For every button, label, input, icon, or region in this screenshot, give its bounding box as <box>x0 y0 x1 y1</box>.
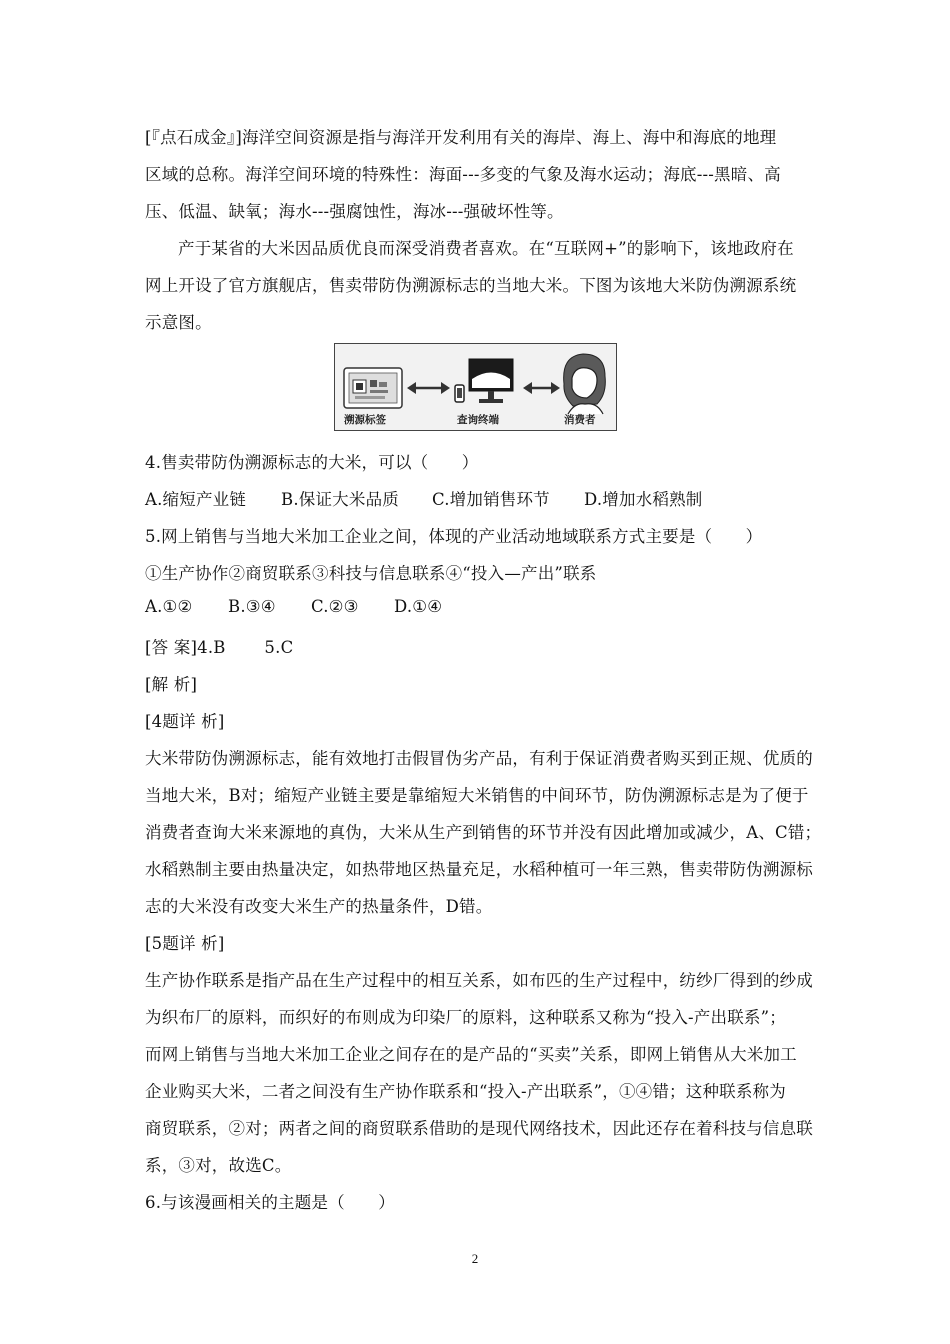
q5-options <box>145 597 442 616</box>
q4-option-c: C.增加销售环节 <box>432 490 550 509</box>
intro-line-2: 区域的总称。海洋空间环境的特殊性：海面---多变的气象及海水运动；海底---黑暗、高 <box>145 165 781 184</box>
q4-option-a: A.缩短产业链 <box>145 490 247 509</box>
q4-detail-heading: [4题详 析] <box>145 712 225 731</box>
double-arrow-icon <box>407 382 450 394</box>
q5-option-a: A.①② <box>145 597 193 616</box>
q5-stem: 5.网上销售与当地大米加工企业之间，体现的产业活动地域联系方式主要是（ ） <box>145 527 763 546</box>
q5-detail-line-6: 系，③对，故选C。 <box>145 1156 292 1175</box>
q6-stem: 6.与该漫画相关的主题是（ ） <box>145 1193 395 1212</box>
q5-option-b: B.③④ <box>228 597 276 616</box>
q4-detail-line-2: 当地大米，B对；缩短产业链主要是靠缩短大米销售的中间环节，防伪溯源标志是为了便于 <box>145 786 809 805</box>
q4-detail-line-5: 志的大米没有改变大米生产的热量条件，D错。 <box>145 897 493 916</box>
q5-detail-line-1: 生产协作联系是指产品在生产过程中的相互关系，如布匹的生产过程中，纺纱厂得到的纱成 <box>145 971 813 990</box>
traceability-figure <box>334 343 617 431</box>
q4-option-b: B.保证大米品质 <box>281 490 399 509</box>
q4-options <box>145 486 703 510</box>
q4-option-d: D.增加水稻熟制 <box>584 490 703 509</box>
passage-line-3: 示意图。 <box>145 313 212 332</box>
q4-detail-line-4: 水稻熟制主要由热量决定，如热带地区热量充足，水稻种植可一年三熟，售卖带防伪溯源标 <box>145 860 813 879</box>
passage-line-2: 网上开设了官方旗舰店，售卖带防伪溯源标志的当地大米。下图为该地大米防伪溯源系统 <box>145 276 797 295</box>
q4-detail-line-1: 大米带防伪溯源标志，能有效地打击假冒伪劣产品，有利于保证消费者购买到正规、优质的 <box>145 749 813 768</box>
caption-query-terminal: 查询终端 <box>457 414 499 426</box>
phone-icon <box>455 385 464 402</box>
q5-option-d: D.①④ <box>394 597 443 616</box>
trace-tag-icon <box>344 368 402 408</box>
monitor-icon <box>469 359 513 403</box>
q5-option-c: C.②③ <box>311 597 359 616</box>
passage-line-1: 产于某省的大米因品质优良而深受消费者喜欢。在“互联网+”的影响下，该地政府在 <box>178 239 794 258</box>
q4-detail-line-3: 消费者查询大米来源地的真伪，大米从生产到销售的环节并没有因此增加或减少，A、C错； <box>145 823 822 842</box>
intro-line-3: 压、低温、缺氧；海水---强腐蚀性，海冰---强破坏性等。 <box>145 202 564 221</box>
caption-consumer: 消费者 <box>564 414 596 426</box>
page-number: 2 <box>471 1251 479 1266</box>
q5-detail-line-4: 企业购买大米，二者之间没有生产协作联系和“投入-产出联系”，①④错；这种联系称为 <box>145 1082 786 1101</box>
q5-detail-heading: [5题详 析] <box>145 934 225 953</box>
double-arrow-icon <box>523 382 560 394</box>
analysis-heading: [解 析] <box>145 675 198 694</box>
q5-detail-line-2: 为织布厂的原料，而织好的布则成为印染厂的原料，这种联系又称为“投入-产出联系”； <box>145 1008 786 1027</box>
consumer-icon <box>564 354 606 414</box>
caption-trace-tag: 溯源标签 <box>344 414 386 426</box>
q5-items: ①生产协作②商贸联系③科技与信息联系④“投入—产出”联系 <box>145 564 597 583</box>
q4-stem: 4.售卖带防伪溯源标志的大米，可以（ ） <box>145 453 479 472</box>
q5-detail-line-3: 而网上销售与当地大米加工企业之间存在的是产品的“买卖”关系，即网上销售从大米加工 <box>145 1045 797 1064</box>
answer-line: [答 案]4.B 5.C <box>145 638 294 657</box>
q5-detail-line-5: 商贸联系，②对；两者之间的商贸联系借助的是现代网络技术，因此还存在着科技与信息联 <box>145 1119 813 1138</box>
intro-line-1: [『点石成金』]海洋空间资源是指与海洋开发利用有关的海岸、海上、海中和海底的地理 <box>145 128 777 147</box>
